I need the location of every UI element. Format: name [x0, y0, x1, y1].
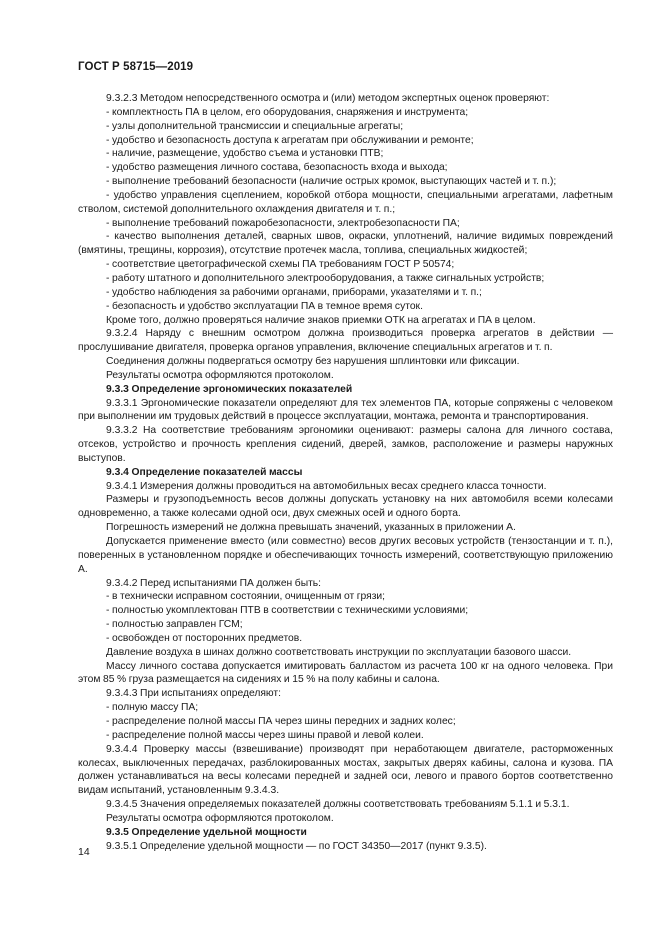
paragraph: - распределение полной массы через шины правой и левой колеи. [106, 729, 424, 741]
paragraph: - удобство размещения личного состава, безопасность входа и выхода; [106, 162, 448, 174]
paragraph: - выполнение требований пожаробезопасности, электробезопасности ПА; [106, 217, 460, 229]
paragraph: 9.3.4.4 Проверку массы (взвешивание) производят при неработающем двигателе, расторможенных колесах, выключенных передачах, разблокированных мостах, закрытых дверях кабины, салона и кузова. ПА должен устанавливаться на весы колесами передней и задней оси, левого и правого бортов соответственно видам испытаний, установленным 9.3.4.3. [78, 743, 613, 797]
paragraph: Погрешность измерений не должна превышать значений, указанных в приложении А. [106, 522, 516, 534]
paragraph: - удобство и безопасность доступа к агрегатам при обслуживании и ремонте; [106, 134, 474, 146]
paragraph: - распределение полной массы ПА через шины передних и задних колес; [106, 715, 456, 727]
paragraph: - выполнение требований безопасности (наличие острых кромок, выступающих частей и т. п.); [106, 176, 557, 188]
paragraph: Давление воздуха в шинах должно соответствовать инструкции по эксплуатации базового шасси. [106, 646, 572, 658]
paragraph: - удобство управления сцеплением, коробкой отбора мощности, специальными агрегатами, лафетным стволом, системой дополнительного охлаждения двигателя и т. п.; [78, 189, 613, 215]
paragraph: - безопасность и удобство эксплуатации ПА в темное время суток. [106, 300, 423, 312]
paragraph: Кроме того, должно проверяться наличие знаков приемки ОТК на агрегатах и ПА в целом. [106, 314, 536, 326]
document-body [78, 92, 613, 853]
paragraph: 9.3.4.1 Измерения должны проводиться на автомобильных весах среднего класса точности. [106, 480, 547, 492]
paragraph: Результаты осмотра оформляются протоколом. [106, 369, 334, 381]
paragraph: 9.3.5.1 Определение удельной мощности — по ГОСТ 34350—2017 (пункт 9.3.5). [106, 840, 487, 852]
paragraph: Массу личного состава допускается имитировать балластом из расчета 100 кг на одного человека. При этом 85 % груза размещается на сидениях и 15 % на полу кабины и салона. [78, 660, 613, 686]
paragraph: 9.3.2.4 Наряду с внешним осмотром должна производиться проверка агрегатов в действии — прослушивание двигателя, проверка органов управления, включение специальных агрегатов и т. п. [78, 328, 613, 354]
paragraph: 9.3.3.1 Эргономические показатели определяют для тех элементов ПА, которые сопряжены с человеком при выполнении им трудовых действий в процессе эксплуатации, монтажа, ремонта и транспортирования. [78, 397, 613, 423]
paragraph: 9.3.4.3 При испытаниях определяют: [106, 688, 281, 700]
paragraph: 9.3.2.3 Методом непосредственного осмотра и (или) методом экспертных оценок проверяют: [106, 93, 550, 104]
paragraph: - комплектность ПА в целом, его оборудования, снаряжения и инструмента; [106, 106, 469, 118]
section-heading: 9.3.3 Определение эргономических показателей [106, 383, 353, 395]
paragraph: - полностью заправлен ГСМ; [106, 619, 243, 631]
section-heading: 9.3.5 Определение удельной мощности [106, 826, 307, 838]
paragraph: 9.3.4.5 Значения определяемых показателей должны соответствовать требованиям 5.1.1 и 5.3.1. [106, 799, 570, 811]
paragraph: - освобожден от посторонних предметов. [106, 632, 303, 644]
paragraph: 9.3.4.2 Перед испытаниями ПА должен быть: [106, 577, 322, 589]
paragraph: - качество выполнения деталей, сварных швов, окраски, уплотнений, наличие видимых повреждений (вмятины, трещины, коррозия), отсутствие протечек масла, топлива, специальных жидкостей; [78, 231, 613, 257]
paragraph: Допускается применение вместо (или совместно) весов других весовых устройств (тензостанции и т. п.), поверенных в установленном порядке и обеспечивающих точность измерений, соответствующую приложению А. [78, 536, 613, 575]
paragraph: Размеры и грузоподъемность весов должны допускать установку на них автомобиля всеми колесами одновременно, а также колесами одной оси, двух смежных осей и одного борта. [78, 494, 613, 520]
paragraph: 9.3.3.2 На соответствие требованиям эргономики оценивают: размеры салона для личного состава, отсеков, устройство и прочность крепления сидений, дверей, замков, расположение и размеры наружных выступов. [78, 425, 613, 464]
paragraph: - наличие, размещение, удобство съема и установки ПТВ; [106, 148, 384, 160]
paragraph: - узлы дополнительной трансмиссии и специальные агрегаты; [106, 120, 404, 132]
paragraph: - соответствие цветографической схемы ПА требованиям ГОСТ Р 50574; [106, 259, 455, 271]
paragraph: - полную массу ПА; [106, 702, 199, 714]
paragraph: - в технически исправном состоянии, очищенным от грязи; [106, 591, 386, 603]
paragraph: Соединения должны подвергаться осмотру без нарушения шплинтовки или фиксации. [106, 356, 520, 368]
paragraph: - удобство наблюдения за рабочими органами, приборами, указателями и т. п.; [106, 286, 482, 298]
page-number: 14 [78, 846, 90, 858]
paragraph: - полностью укомплектован ПТВ в соответствии с техническими условиями; [106, 605, 469, 617]
paragraph: - работу штатного и дополнительного электрооборудования, а также сигнальных устройств; [106, 272, 545, 284]
paragraph: Результаты осмотра оформляются протоколом. [106, 812, 334, 824]
section-heading: 9.3.4 Определение показателей массы [106, 466, 303, 478]
standard-header: ГОСТ Р 58715—2019 [78, 61, 194, 73]
